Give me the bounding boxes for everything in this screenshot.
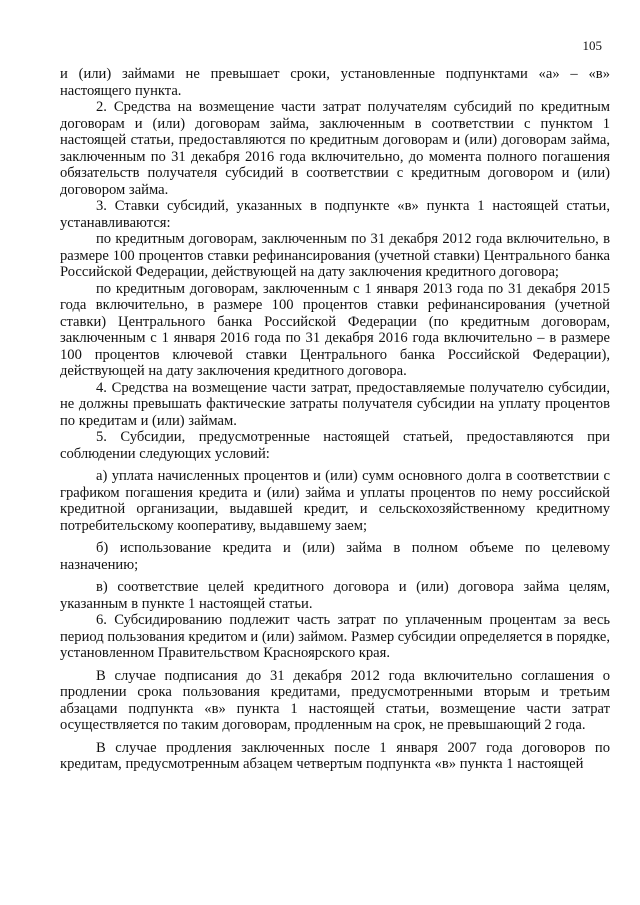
paragraph-continuation: и (или) займами не превышает сроки, установленные подпунктами «а» – «в» настоящего пункта.: [60, 66, 610, 99]
paragraph-4: 4. Средства на возмещение части затрат, предоставляемые получателю субсидии, не должны превышать фактические затраты получателя субсидии на уплату процентов по кредитам и (или) займам.: [60, 379, 610, 429]
paragraph-5b: б) использование кредита и (или) займа в полном объеме по целевому назначению;: [60, 540, 610, 573]
paragraph-6-extension-2012: В случае подписания до 31 декабря 2012 года включительно соглашения о продлении срока пользования кредитами, предусмотренными вторым и третьим абзацами подпункта «в» пункта 1 настоящей статьи, возмещение части затрат осуществляется по таким договорам, продленным на срок, не превышающий 2 года.: [60, 667, 610, 733]
paragraph-6-extension-2007: В случае продления заключенных после 1 января 2007 года договоров по кредитам, предусмотренным абзацем четвертым подпункта «в» пункта 1 настоящей: [60, 739, 610, 772]
page-number: 105: [582, 38, 602, 53]
paragraph-5: 5. Субсидии, предусмотренные настоящей статьей, предоставляются при соблюдении следующих условий:: [60, 429, 610, 462]
paragraph-5c: в) соответствие целей кредитного договора и (или) договора займа целям, указанным в пункте 1 настоящей статьи.: [60, 579, 610, 612]
paragraph-3-rate-2013: по кредитным договорам, заключенным с 1 января 2013 года по 31 декабря 2015 года включительно, в размере 100 процентов ставки рефинансирования (учетной ставки) Центрального банка Российской Федерации (по кредитным договорам, заключенным с 1 января 2016 года по 31 декабря 2016 года включительно – в размере 100 процентов ключевой ставки Центрального банка Российской Федерации), действующей на дату заключения кредитного договора.: [60, 280, 610, 379]
paragraph-2: 2. Средства на возмещение части затрат получателям субсидий по кредитным договорам и (или) договорам займа, заключенным в соответствии с пунктом 1 настоящей статьи, предоставляются по кредитным договорам и (или) договорам займа, заключенным по 31 декабря 2016 года включительно, до момента полного погашения обязательств получателя субсидий в соответствии с кредитным договором и (или) договором займа.: [60, 99, 610, 198]
document-body: [60, 66, 610, 773]
paragraph-5a: а) уплата начисленных процентов и (или) сумм основного долга в соответствии с графиком погашения кредита и (или) займа и уплаты процентов по нему российской кредитной организации, выдавшей кредит, и сельскохозяйственному кредитному потребительскому кооперативу, выдавшему заем;: [60, 468, 610, 534]
paragraph-3: 3. Ставки субсидий, указанных в подпункте «в» пункта 1 настоящей статьи, устанавливаются:: [60, 198, 610, 231]
paragraph-3-rate-2012: по кредитным договорам, заключенным по 31 декабря 2012 года включительно, в размере 100 процентов ставки рефинансирования (учетной ставки) Центрального банка Российской Федерации, действующей на дату заключения кредитного договора;: [60, 231, 610, 280]
paragraph-6: 6. Субсидированию подлежит часть затрат по уплаченным процентам за весь период пользования кредитом и (или) займом. Размер субсидии определяется в порядке, установленном Правительством Красноярского края.: [60, 612, 610, 661]
